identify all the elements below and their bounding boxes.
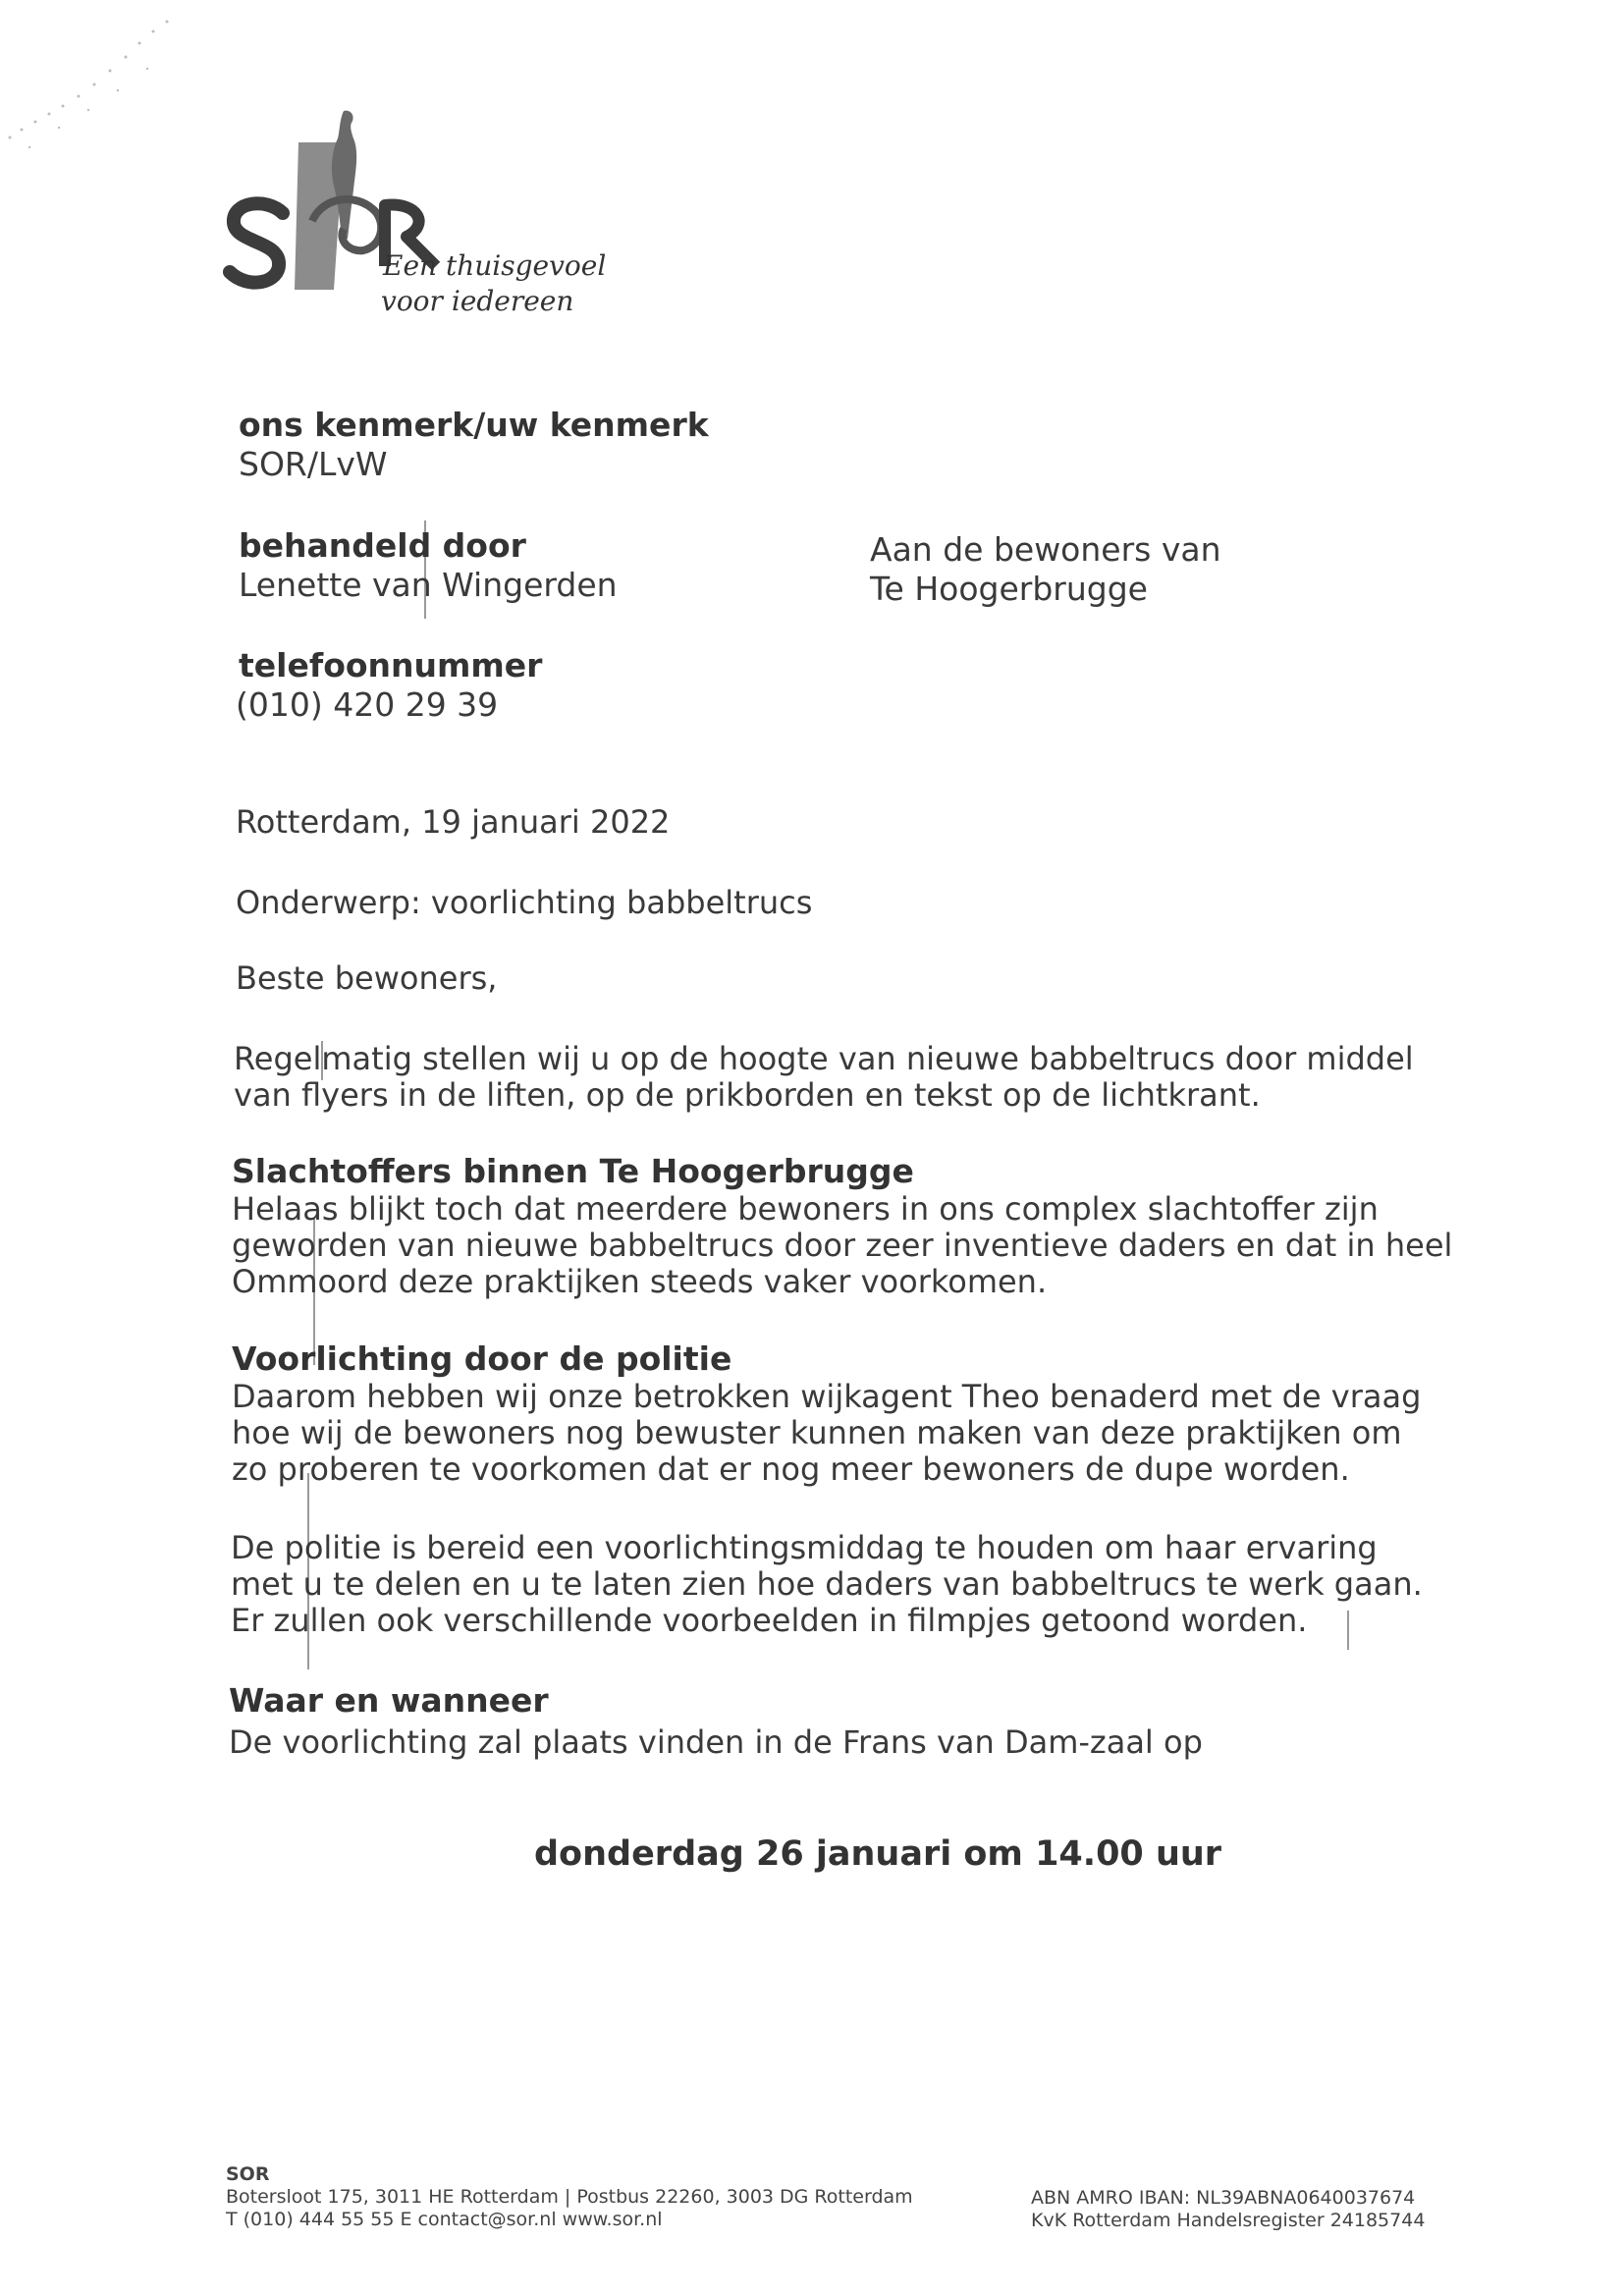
footer-kvk: KvK Rotterdam Handelsregister 24185744 (1031, 2210, 1426, 2231)
section2-line2: Er zullen ook verschillende voorbeelden in filmpjes getoond worden. (231, 1602, 1308, 1639)
date-line: Rotterdam, 19 januari 2022 (236, 803, 671, 841)
salutation: Beste bewoners, (236, 959, 498, 997)
handled-by-value: Lenette van Wingerden (239, 566, 618, 604)
recipient-line2: Te Hoogerbrugge (870, 570, 1148, 608)
footer-org: SOR (226, 2163, 270, 2185)
section2-line2: met u te delen en u te laten zien hoe daders van babbeltrucs te werk gaan. (231, 1565, 1423, 1603)
section3-line: De voorlichting zal plaats vinden in de Frans van Dam-zaal op (229, 1723, 1203, 1761)
section2-line2: De politie is bereid een voorlichtingsmiddag te houden om haar ervaring (231, 1529, 1378, 1566)
section2-paragraph (232, 1379, 1421, 1488)
section1-line: Ommoord deze praktijken steeds vaker voorkomen. (232, 1263, 1048, 1300)
intro-line: van flyers in de liften, op de prikborden en tekst op de lichtkrant. (234, 1076, 1261, 1114)
footer-address: Botersloot 175, 3011 HE Rotterdam | Postbus 22260, 3003 DG Rotterdam (226, 2186, 913, 2208)
section3-heading: Waar en wanneer (229, 1681, 549, 1720)
logo-slogan-line2: voor iedereen (381, 285, 574, 317)
footer-iban: ABN AMRO IBAN: NL39ABNA0640037674 (1031, 2187, 1416, 2209)
section2-line: Daarom hebben wij onze betrokken wijkagent Theo benaderd met de vraag (232, 1378, 1422, 1415)
section2-paragraph2 (231, 1530, 1423, 1639)
handled-by-label: behandeld door (239, 526, 526, 565)
footer-contact: T (010) 444 55 55 E contact@sor.nl www.sor.nl (226, 2209, 663, 2230)
subject-line: Onderwerp: voorlichting babbeltrucs (236, 884, 813, 921)
footer-left (226, 2163, 913, 2231)
section1-line: Helaas blijkt toch dat meerdere bewoners in ons complex slachtoffer zijn (232, 1190, 1379, 1228)
event-time: donderdag 26 januari om 14.00 uur (534, 1834, 1222, 1874)
intro-paragraph (234, 1041, 1414, 1114)
sor-logo (228, 103, 640, 329)
section1-line: geworden van nieuwe babbeltrucs door zeer inventieve daders en dat in heel (232, 1227, 1453, 1264)
intro-line: Regelmatig stellen wij u op de hoogte van nieuwe babbeltrucs door middel (234, 1040, 1414, 1077)
section2-line: hoe wij de bewoners nog bewuster kunnen maken van deze praktijken om (232, 1414, 1402, 1451)
section1-paragraph (232, 1191, 1452, 1300)
phone-label: telefoonnummer (239, 646, 543, 684)
section2-line: zo proberen te voorkomen dat er nog meer bewoners de dupe worden. (232, 1450, 1350, 1488)
logo-slogan-line1: Een thuisgevoel (383, 249, 607, 282)
phone-value: (010) 420 29 39 (236, 685, 499, 724)
recipient-line1: Aan de bewoners van (870, 530, 1221, 569)
reference-value: SOR/LvW (239, 445, 388, 483)
footer-right (1031, 2187, 1425, 2232)
reference-label: ons kenmerk/uw kenmerk (239, 406, 709, 444)
scan-marks (0, 0, 196, 167)
section1-heading: Slachtoffers binnen Te Hoogerbrugge (232, 1152, 914, 1190)
section2-heading: Voorlichting door de politie (232, 1339, 732, 1378)
